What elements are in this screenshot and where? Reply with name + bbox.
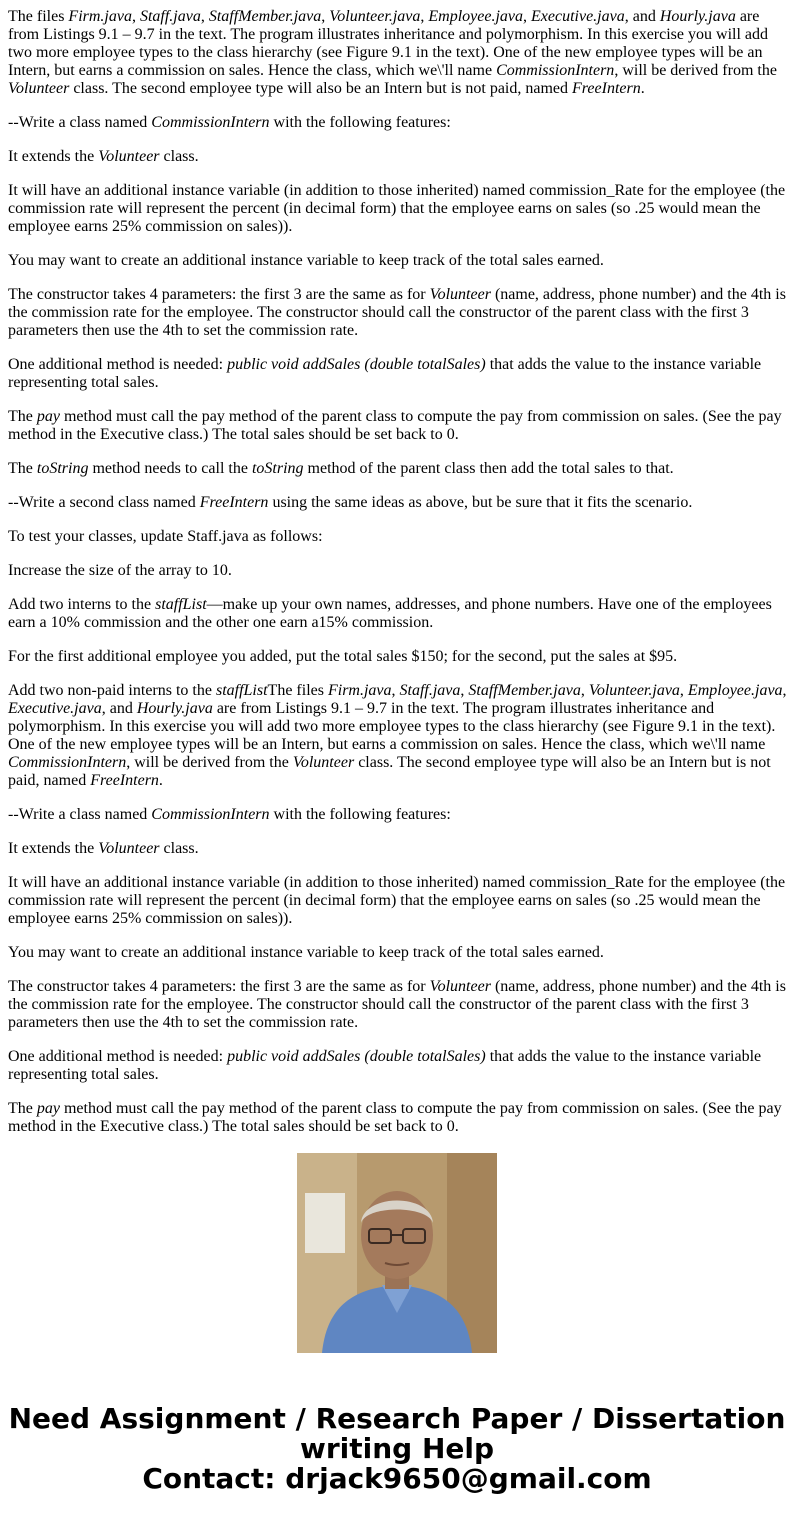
- paragraph: [8, 562, 788, 580]
- italic-term: Executive.java: [531, 8, 625, 25]
- text-run: class.: [159, 840, 199, 857]
- text-run: method of the parent class then add the total sales to that.: [303, 460, 674, 477]
- text-run: --Write a class named: [8, 806, 152, 823]
- italic-term: Staff.java: [399, 682, 461, 699]
- text-run: ,: [523, 8, 531, 25]
- author-avatar: [297, 1153, 497, 1353]
- italic-term: Volunteer: [98, 840, 160, 857]
- text-run: ,: [420, 8, 429, 25]
- text-run: The: [8, 1100, 37, 1117]
- italic-term: Volunteer: [292, 754, 355, 771]
- text-run: class.: [159, 148, 199, 165]
- text-run: To test your classes, update Staff.java as follows:: [8, 528, 323, 545]
- text-run: that adds the value to the instance variable representing total sales.: [8, 356, 762, 391]
- text-run: using the same ideas as above, but be sure that it fits the scenario.: [268, 494, 693, 511]
- italic-term: FreeIntern: [572, 80, 641, 97]
- text-run: --Write a second class named: [8, 494, 200, 511]
- text-run: It will have an additional instance variable (in addition to those inherited) named commission_Rate for the employee (the commission rate will represent the percent (in decimal form) that the employee earns on sales (so .25 would mean the employee earns 25% commission on sales)).: [8, 182, 786, 235]
- paragraph: [8, 494, 788, 512]
- paragraph: [8, 114, 788, 132]
- paragraph: [8, 978, 788, 1032]
- italic-term: FreeIntern: [90, 772, 159, 789]
- italic-term: Volunteer: [98, 148, 160, 165]
- italic-term: Volunteer: [8, 80, 70, 97]
- text-run: The constructor takes 4 parameters: the first 3 are the same as for: [8, 978, 430, 995]
- text-run: The: [8, 408, 37, 425]
- text-run: ,: [321, 8, 330, 25]
- italic-term: toString: [36, 460, 89, 477]
- italic-term: CommissionIntern: [151, 806, 270, 823]
- italic-term: Staff.java: [139, 8, 201, 25]
- text-run: ,: [391, 682, 400, 699]
- text-run: You may want to create an additional instance variable to keep track of the total sales earned.: [8, 252, 604, 269]
- paragraph: [8, 874, 788, 928]
- text-run: method must call the pay method of the parent class to compute the pay from commission on sales. (See the pay method in the Executive class.) The total sales should be set back to 0.: [8, 1100, 782, 1135]
- text-run: Add two interns to the: [8, 596, 156, 613]
- text-run: , will be derived from the: [614, 62, 777, 79]
- italic-term: Hourly.java: [136, 700, 213, 717]
- italic-term: public void addSales (double totalSales): [227, 1048, 486, 1065]
- text-run: ,: [460, 682, 469, 699]
- text-run: ,: [200, 8, 209, 25]
- promo-contact: Contact: drjack9650@gmail.com: [142, 1462, 652, 1495]
- italic-term: staffList: [155, 596, 207, 613]
- text-run: ,: [782, 682, 787, 699]
- italic-term: StaffMember.java: [468, 682, 581, 699]
- italic-term: Firm.java: [68, 8, 132, 25]
- italic-term: Volunteer.java: [329, 8, 421, 25]
- italic-term: Employee.java: [428, 8, 523, 25]
- paragraph: [8, 682, 788, 790]
- paragraph: [8, 648, 788, 666]
- italic-term: FreeIntern: [199, 494, 269, 511]
- italic-term: pay: [36, 1100, 60, 1117]
- text-run: ,: [679, 682, 688, 699]
- text-run: For the first additional employee you added, put the total sales $150; for the second, put the sales at $95.: [8, 648, 678, 665]
- text-run: class. The second employee type will also be an Intern but is not paid, named: [69, 80, 573, 97]
- italic-term: Firm.java: [327, 682, 392, 699]
- paragraph: [8, 806, 788, 824]
- italic-term: Employee.java: [687, 682, 783, 699]
- text-run: ,: [580, 682, 589, 699]
- text-run: One additional method is needed:: [8, 356, 228, 373]
- paragraph: [8, 148, 788, 166]
- text-run: One additional method is needed:: [8, 1048, 228, 1065]
- italic-term: toString: [251, 460, 304, 477]
- paragraph: [8, 408, 788, 444]
- italic-term: pay: [36, 408, 60, 425]
- text-run: Increase the size of the array to 10.: [8, 562, 232, 579]
- text-run: method must call the pay method of the parent class to compute the pay from commission on sales. (See the pay method in the Executive class.) The total sales should be set back to 0.: [8, 408, 782, 443]
- text-run: (name, address, phone number) and the 4th is the commission rate for the employee. The constructor should call the constructor of the parent class with the first 3 parameters then use the 4th to set the commission rate.: [8, 286, 786, 339]
- paragraph: [8, 1100, 788, 1136]
- text-run: It extends the: [8, 840, 99, 857]
- text-run: that adds the value to the instance variable representing total sales.: [8, 1048, 762, 1083]
- promo-line-1: Need Assignment / Research Paper / Dissertation: [8, 1402, 786, 1435]
- text-run: Add two non-paid interns to the: [8, 682, 216, 699]
- text-run: , and: [101, 700, 137, 717]
- text-run: , and: [624, 8, 660, 25]
- paragraph: [8, 944, 788, 962]
- text-run: —make up your own names, addresses, and phone numbers. Have one of the employees earn a 10% commission and the other one earn a15% commission.: [8, 596, 772, 631]
- text-run: .: [158, 772, 163, 789]
- paragraph: [8, 1048, 788, 1084]
- text-run: with the following features:: [269, 806, 451, 823]
- text-run: , will be derived from the: [126, 754, 293, 771]
- paragraph: [8, 840, 788, 858]
- text-run: are from Listings 9.1 – 9.7 in the text. The program illustrates inheritance and polymorphism. In this exercise you will add two more employee types to the class hierarchy (see Figure 9.1 in the text). One of the new employee types will be an Intern, but earns a commission on sales. Hence the class, which we\'ll name: [8, 8, 768, 79]
- text-run: class. The second employee type will also be an Intern but is not paid, named: [8, 754, 771, 789]
- italic-term: Volunteer: [429, 978, 491, 995]
- text-run: --Write a class named: [8, 114, 152, 131]
- text-run: It will have an additional instance variable (in addition to those inherited) named commission_Rate for the employee (the commission rate will represent the percent (in decimal form) that the employee earns on sales (so .25 would mean the employee earns 25% commission on sales)).: [8, 874, 786, 927]
- paragraph: [8, 252, 788, 270]
- promo-line-2: writing Help: [299, 1432, 495, 1465]
- text-run: You may want to create an additional instance variable to keep track of the total sales earned.: [8, 944, 604, 961]
- italic-term: StaffMember.java: [208, 8, 322, 25]
- text-run: method needs to call the: [88, 460, 252, 477]
- italic-term: Volunteer.java: [588, 682, 680, 699]
- italic-term: public void addSales (double totalSales): [227, 356, 486, 373]
- text-run: are from Listings 9.1 – 9.7 in the text. The program illustrates inheritance and polymorphism. In this exercise you will add two more employee types to the class hierarchy (see Figure 9.1 in the text). One of the new employee types will be an Intern, but earns a commission on sales. Hence the class, which we\'ll name: [8, 700, 776, 753]
- paragraph: [8, 596, 788, 632]
- text-run: ,: [131, 8, 140, 25]
- italic-term: Volunteer: [429, 286, 491, 303]
- text-run: It extends the: [8, 148, 99, 165]
- italic-term: CommissionIntern: [8, 754, 127, 771]
- promo-banner: [0, 1404, 794, 1494]
- text-run: The constructor takes 4 parameters: the first 3 are the same as for: [8, 286, 430, 303]
- paragraph: [8, 286, 788, 340]
- text-run: (name, address, phone number) and the 4th is the commission rate for the employee. The constructor should call the constructor of the parent class with the first 3 parameters then use the 4th to set the commission rate.: [8, 978, 786, 1031]
- paragraph: [8, 460, 788, 478]
- italic-term: CommissionIntern: [496, 62, 615, 79]
- italic-term: Executive.java: [8, 700, 102, 717]
- paragraph: [8, 356, 788, 392]
- italic-term: staffList: [215, 682, 268, 699]
- italic-term: CommissionIntern: [151, 114, 270, 131]
- paragraph: [8, 182, 788, 236]
- paragraph: [8, 528, 788, 546]
- text-run: .: [640, 80, 645, 97]
- avatar-photo-icon: [297, 1153, 497, 1353]
- assignment-text: [8, 0, 788, 1135]
- text-run: with the following features:: [269, 114, 451, 131]
- text-run: The files: [267, 682, 328, 699]
- italic-term: Hourly.java: [659, 8, 736, 25]
- text-run: The: [8, 460, 37, 477]
- paragraph: [8, 8, 788, 98]
- text-run: The files: [8, 8, 69, 25]
